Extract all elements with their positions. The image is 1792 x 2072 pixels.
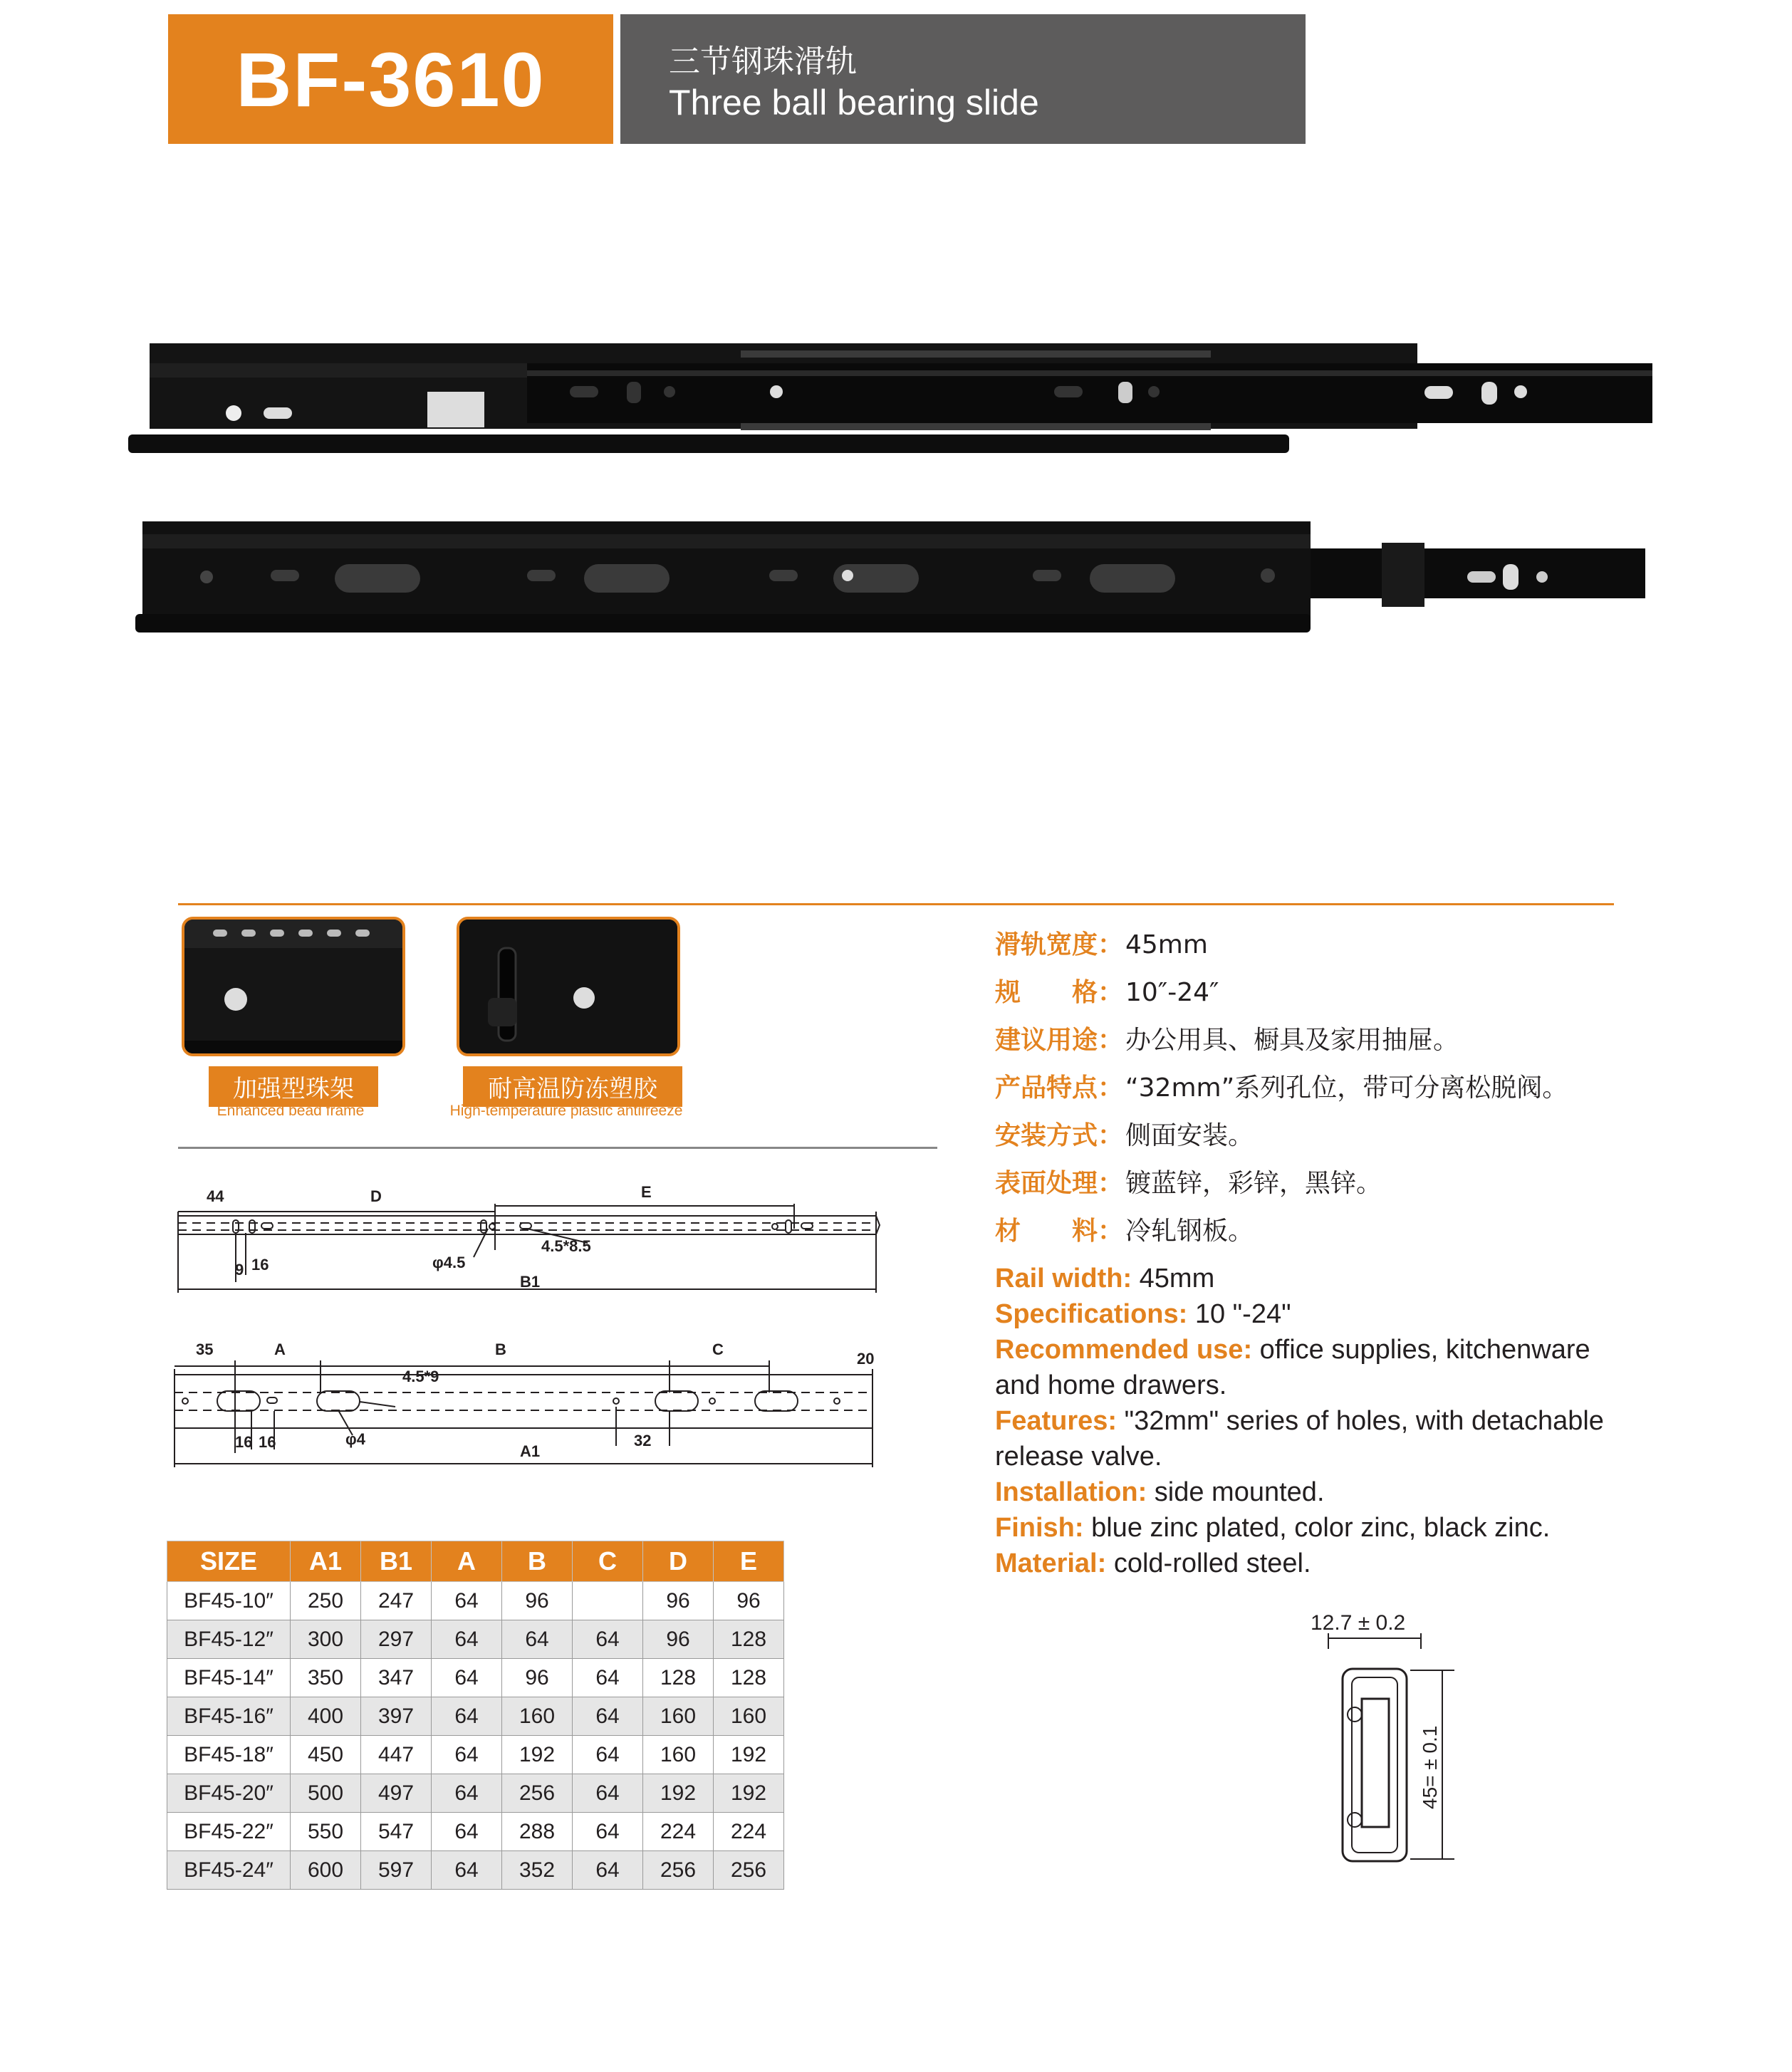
value-cell: 500 [291, 1774, 361, 1813]
value-cell: 96 [714, 1582, 784, 1620]
value-cell: 96 [643, 1620, 714, 1659]
dim-label: 4.5*8.5 [541, 1237, 591, 1255]
dim-label: A1 [520, 1442, 541, 1460]
value-cell: 96 [502, 1582, 573, 1620]
detail-caption-en-bead-frame: Enhanced bead frame [217, 1103, 365, 1119]
value-cell: 64 [573, 1697, 643, 1736]
model-banner [168, 14, 613, 144]
spec-en-installation: Installation: side mounted. [995, 1477, 1325, 1507]
value-cell: 64 [432, 1582, 502, 1620]
value-cell: 256 [714, 1851, 784, 1890]
value-cell: 297 [361, 1620, 432, 1659]
technical-drawing-outer-rail [167, 1339, 887, 1482]
technical-drawing-inner-rail [174, 1186, 887, 1300]
value-cell: 550 [291, 1813, 361, 1851]
table-row [167, 1813, 784, 1851]
value-cell: 64 [573, 1813, 643, 1851]
value-cell: 350 [291, 1659, 361, 1697]
size-table [167, 1541, 784, 1890]
column-header: C [573, 1541, 643, 1582]
size-cell: BF45-10″ [167, 1582, 291, 1620]
dim-label: A [274, 1340, 286, 1358]
dim-label: D [370, 1187, 382, 1205]
dim-label: 16 [235, 1433, 253, 1451]
spec-cn-specification: 规 格：10″-24″ [995, 978, 1219, 1007]
value-cell: 64 [502, 1620, 573, 1659]
spec-en-features: Features: "32mm" series of holes, with detachable release valve. [995, 1406, 1604, 1472]
dim-label: 16 [259, 1433, 276, 1451]
value-cell: 64 [573, 1659, 643, 1697]
column-header: D [643, 1541, 714, 1582]
details-divider [178, 1147, 937, 1149]
size-cell: BF45-14″ [167, 1659, 291, 1697]
value-cell: 64 [573, 1851, 643, 1890]
spec-en-finish: Finish: blue zinc plated, color zinc, black zinc. [995, 1513, 1551, 1543]
column-header: E [714, 1541, 784, 1582]
dim-label: B1 [520, 1273, 541, 1291]
table-row [167, 1620, 784, 1659]
spec-cn-material: 材 料：冷轧钢板。 [995, 1217, 1254, 1246]
value-cell: 96 [643, 1582, 714, 1620]
value-cell: 64 [432, 1620, 502, 1659]
value-cell: 64 [432, 1851, 502, 1890]
value-cell: 192 [714, 1774, 784, 1813]
table-row [167, 1697, 784, 1736]
spec-cn-features: 产品特点：“32mm”系列孔位，带可分离松脱阀。 [995, 1073, 1568, 1103]
dim-label: 35 [196, 1340, 214, 1358]
title-banner [620, 14, 1306, 144]
value-cell: 347 [361, 1659, 432, 1697]
dim-label: B [495, 1340, 506, 1358]
value-cell: 300 [291, 1620, 361, 1659]
detail-image-plastic-part [457, 917, 680, 1056]
column-header: A1 [291, 1541, 361, 1582]
value-cell: 96 [502, 1659, 573, 1697]
title-english: Three ball bearing slide [669, 83, 1039, 123]
value-cell: 547 [361, 1813, 432, 1851]
value-cell: 64 [432, 1736, 502, 1774]
size-cell: BF45-20″ [167, 1774, 291, 1813]
spec-cn-recommended-use: 建议用途：办公用具、橱具及家用抽屉。 [995, 1026, 1459, 1055]
dim-label: 16 [251, 1256, 269, 1274]
table-row [167, 1582, 784, 1620]
value-cell: 352 [502, 1851, 573, 1890]
value-cell: 64 [432, 1813, 502, 1851]
value-cell: 288 [502, 1813, 573, 1851]
model-number: BF-3610 [236, 36, 546, 123]
spec-cn-installation: 安装方式：侧面安装。 [995, 1121, 1254, 1150]
table-row [167, 1659, 784, 1697]
slide-rail-extended [128, 343, 1652, 453]
spec-en-material: Material: cold-rolled steel. [995, 1548, 1311, 1578]
section-divider [178, 903, 1614, 905]
dim-label: 44 [207, 1187, 224, 1205]
detail-caption-cn-bead-frame: 加强型珠架 [209, 1066, 378, 1107]
value-cell: 600 [291, 1851, 361, 1890]
dim-label: 4.5*9 [402, 1368, 439, 1385]
value-cell: 497 [361, 1774, 432, 1813]
column-header: A [432, 1541, 502, 1582]
value-cell: 250 [291, 1582, 361, 1620]
spec-cn-rail-width: 滑轨宽度：45mm [995, 930, 1208, 959]
value-cell: 64 [573, 1774, 643, 1813]
spec-cn-finish: 表面处理：镀蓝锌，彩锌，黑锌。 [995, 1169, 1382, 1198]
column-header: B [502, 1541, 573, 1582]
size-cell: BF45-18″ [167, 1736, 291, 1774]
column-header: SIZE [167, 1541, 291, 1582]
value-cell: 247 [361, 1582, 432, 1620]
table-header-row [167, 1541, 784, 1582]
dim-label: C [712, 1340, 724, 1358]
spec-en-recommended-use: Recommended use: office supplies, kitchenware and home drawers. [995, 1335, 1590, 1400]
value-cell: 160 [714, 1697, 784, 1736]
spec-en-specification: Specifications: 10 "-24" [995, 1299, 1291, 1329]
value-cell: 400 [291, 1697, 361, 1736]
spec-en-rail-width: Rail width: 45mm [995, 1264, 1215, 1293]
table-row [167, 1851, 784, 1890]
value-cell: 128 [643, 1659, 714, 1697]
value-cell: 160 [643, 1697, 714, 1736]
value-cell: 160 [643, 1736, 714, 1774]
detail-image-bead-frame [182, 917, 405, 1056]
title-chinese: 三节钢珠滑轨 [669, 43, 857, 80]
size-cell: BF45-22″ [167, 1813, 291, 1851]
value-cell: 64 [573, 1620, 643, 1659]
value-cell: 128 [714, 1620, 784, 1659]
value-cell: 224 [643, 1813, 714, 1851]
cross-section-drawing [1296, 1606, 1481, 1877]
value-cell [573, 1582, 643, 1620]
product-photo [128, 335, 1652, 662]
section-height-label: 45= ± 0.1 [1419, 1725, 1441, 1809]
dim-label: φ4.5 [432, 1254, 466, 1271]
value-cell: 192 [502, 1736, 573, 1774]
value-cell: 64 [432, 1774, 502, 1813]
value-cell: 64 [432, 1697, 502, 1736]
size-cell: BF45-16″ [167, 1697, 291, 1736]
size-cell: BF45-12″ [167, 1620, 291, 1659]
value-cell: 64 [432, 1659, 502, 1697]
dim-label: E [641, 1186, 652, 1201]
dim-label: 32 [634, 1432, 652, 1449]
column-header: B1 [361, 1541, 432, 1582]
detail-caption-cn-plastic: 耐高温防冻塑胶 [463, 1066, 682, 1107]
section-width-label: 12.7 ± 0.2 [1311, 1611, 1406, 1635]
value-cell: 160 [502, 1697, 573, 1736]
value-cell: 128 [714, 1659, 784, 1697]
dim-label: 20 [857, 1350, 875, 1368]
value-cell: 256 [643, 1851, 714, 1890]
dim-label: φ4 [345, 1430, 365, 1448]
detail-caption-en-plastic: High-temperature plastic antifreeze [449, 1103, 683, 1119]
slide-rail-closed [135, 521, 1645, 632]
value-cell: 450 [291, 1736, 361, 1774]
value-cell: 447 [361, 1736, 432, 1774]
dim-label: 9 [235, 1261, 244, 1279]
table-row [167, 1736, 784, 1774]
value-cell: 64 [573, 1736, 643, 1774]
value-cell: 256 [502, 1774, 573, 1813]
value-cell: 597 [361, 1851, 432, 1890]
value-cell: 397 [361, 1697, 432, 1736]
value-cell: 192 [714, 1736, 784, 1774]
size-cell: BF45-24″ [167, 1851, 291, 1890]
value-cell: 224 [714, 1813, 784, 1851]
value-cell: 192 [643, 1774, 714, 1813]
table-row [167, 1774, 784, 1813]
